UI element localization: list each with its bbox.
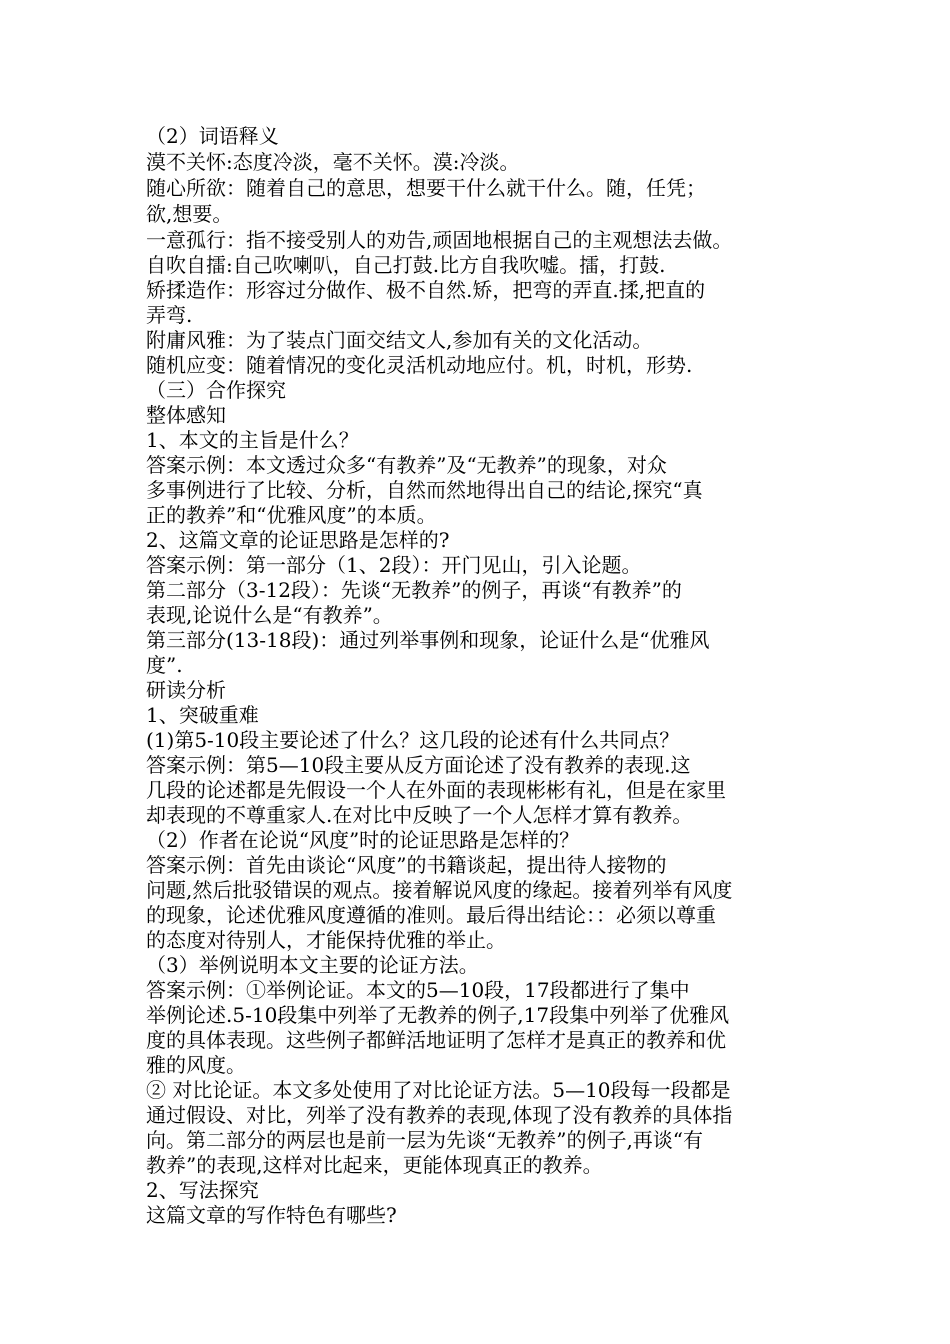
answer-line: 的现象，论述优雅风度遵循的准则。最后得出结论：：必须以尊重 [146, 903, 716, 927]
answer-line: 问题,然后批驳错误的观点。接着解说风度的缘起。接着列举有风度 [146, 878, 733, 902]
answer-line: 的态度对待别人，才能保持优雅的举止。 [146, 928, 506, 952]
answer-line: 答案示例：首先由谈论“风度”的书籍谈起，提出待人接物的 [146, 853, 667, 877]
text-line: 随机应变：随着情况的变化灵活机动地应付。机，时机，形势. [146, 353, 693, 377]
subsection-heading: 2、写法探究 [146, 1178, 259, 1202]
answer-line: 表现,论说什么是“有教养”。 [146, 603, 393, 627]
answer-line: 答案示例：本文透过众多“有教养”及“无教养”的现象，对众 [146, 453, 667, 477]
question-line: (1)第5-10段主要论述了什么？这几段的论述有什么共同点？ [146, 728, 680, 752]
question-line: 这篇文章的写作特色有哪些? [146, 1203, 397, 1227]
text-line: 一意孤行：指不接受别人的劝告,顽固地根据自己的主观想法去做。 [146, 228, 733, 252]
text-line: （2）词语释义 [146, 124, 279, 148]
question-line: 2、这篇文章的论证思路是怎样的? [146, 528, 450, 552]
answer-line: 答案示例：第5—10段主要从反方面论述了没有教养的表现.这 [146, 753, 691, 777]
answer-line: ② 对比论证。本文多处使用了对比论证方法。5—10段每一段都是 [146, 1078, 731, 1102]
answer-line: 第二部分（3-12段）：先谈“无教养”的例子，再谈“有教养”的 [146, 578, 682, 602]
answer-line: 答案示例：第一部分（1、2段）：开门见山，引入论题。 [146, 553, 642, 577]
answer-line: 度”. [146, 653, 183, 677]
subsection-heading: 研读分析 [146, 678, 226, 702]
answer-line: 举例论述.5-10段集中列举了无教养的例子,17段集中列举了优雅风 [146, 1003, 730, 1027]
subsection-heading: 1、突破重难 [146, 703, 259, 727]
text-line: 弄弯. [146, 303, 193, 327]
answer-line: 第三部分(13-18段)：通过列举事例和现象，论证什么是“优雅风 [146, 628, 710, 652]
text-line: 自吹自擂:自己吹喇叭，自己打鼓.比方自我吹嘘。擂，打鼓. [146, 253, 666, 277]
question-line: （2）作者在论说“风度”时的论证思路是怎样的？ [146, 828, 580, 852]
answer-line: 教养”的表现,这样对比起来，更能体现真正的教养。 [146, 1153, 603, 1177]
answer-line: 答案示例：①举例论证。本文的5—10段，17段都进行了集中 [146, 978, 690, 1002]
question-line: （3）举例说明本文主要的论证方法。 [146, 953, 479, 977]
subsection-heading: 整体感知 [146, 403, 226, 427]
question-line: 1、本文的主旨是什么？ [146, 428, 359, 452]
answer-line: 雅的风度。 [146, 1053, 246, 1077]
text-line: 附庸风雅：为了装点门面交结文人,参加有关的文化活动。 [146, 328, 653, 352]
section-heading: （三）合作探究 [146, 378, 286, 402]
text-line: 欲,想要。 [146, 202, 233, 226]
text-line: 漠不关怀:态度冷淡，毫不关怀。漠:冷淡。 [146, 150, 520, 174]
answer-line: 通过假设、对比，列举了没有教养的表现,体现了没有教养的具体指 [146, 1103, 733, 1127]
answer-line: 向。第二部分的两层也是前一层为先谈“无教养”的例子,再谈“有 [146, 1128, 704, 1152]
text-line: 随心所欲：随着自己的意思，想要干什么就干什么。随，任凭； [146, 176, 706, 200]
text-line: 矫揉造作：形容过分做作、极不自然.矫，把弯的弄直.揉,把直的 [146, 278, 706, 302]
answer-line: 多事例进行了比较、分析，自然而然地得出自己的结论,探究“真 [146, 478, 703, 502]
answer-line: 度的具体表现。这些例子都鲜活地证明了怎样才是真正的教养和优 [146, 1028, 726, 1052]
answer-line: 几段的论述都是先假设一个人在外面的表现彬彬有礼，但是在家里 [146, 778, 726, 802]
answer-line: 正的教养”和“优雅风度”的本质。 [146, 503, 437, 527]
answer-line: 却表现的不尊重家人.在对比中反映了一个人怎样才算有教养。 [146, 803, 693, 827]
